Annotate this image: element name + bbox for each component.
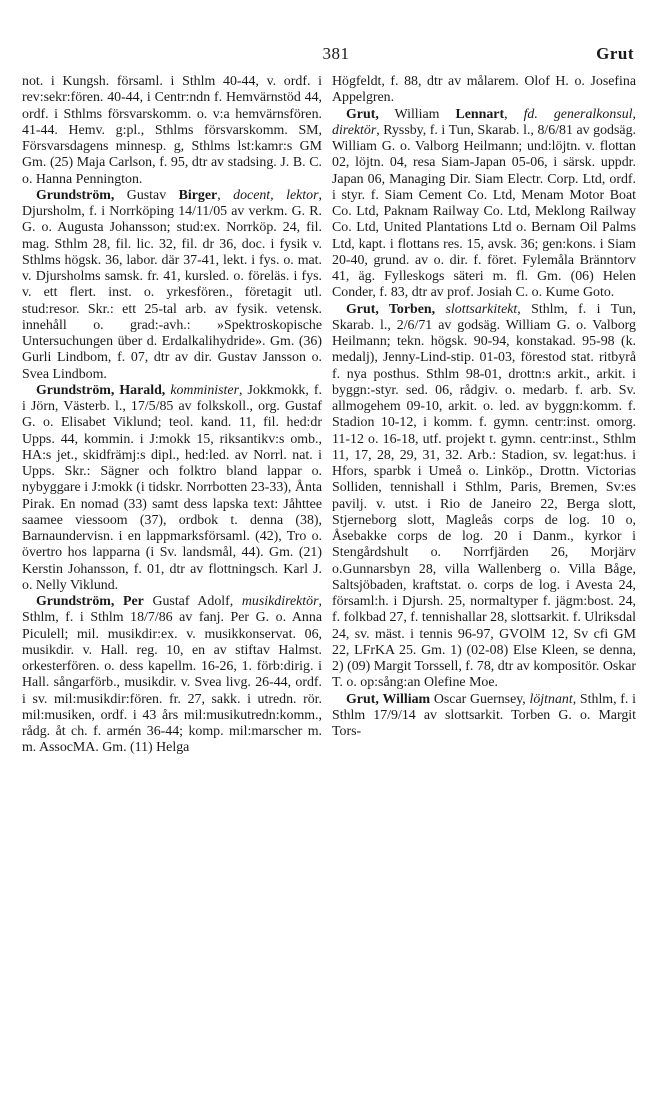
entry-grundstrom-harald: [22, 383, 322, 594]
entry-given-name: Birger: [178, 187, 218, 203]
entry-grundstrom-birger: Grundström, Gustav Birger, docent, lektor, Djursholm, f. i Norrköping 14/11/05 av verkm. G. R. G. o. Augusta Johansson; stud:ex. Norrköp. 24, fil. mag. Sthlm 28, fil. lic. 32, fil. dr 36, doc. i fysik v. Sthlms högsk. 36, labor. där 37-41, lekt. i fys. o. mat. v. Djursholms samsk. fr. 41, kursled. o. föreläs. i fys. v. ett flert. inst. o. yrkesfören., företagit utl. stud:resor. Skr.: ett 25-tal arb. av fysik. vetensk. innehåll o. grad:-avh.: »Spektroskopische Untersuchungen über d. Erdalkalihydride». Gm. (36) Gurli Lindbom, f. 07, dtr av dir. Gustav Jansson o. Svea Lindbom.: [22, 187, 322, 382]
entry-given-name: William: [382, 691, 431, 707]
entry-text: , Jokkmokk, f. i Jörn, Västerb. l., 17/5/85 av folkskoll., org. Gustaf G. o. Elisabet Viklund; teol. kand. 11, fil. hed:dr Upps. 44, kommin. i J:mokk 15, riksantikv:s omb., HA:s jet., skidfrämj:s dipl., hed:led. av Norrl. nat. i Upps. Skr.: Sägner och folktro bland lappar o. nybyggare i J:mokk (i tidskr. Norrbotten 23-33), Ånta Pirak. En nomad (33) samt dess lapska text: Jåhttee saamee viessoom (37), ordbok t. denna (38), Barnaundervisn. i en lappmarksförsaml. (42), Tro o. övertro hos lapparna (i Sv. landsmål, 44). Gm. (21) Kerstin Johansson, f. 01, dtr av flottningsch. Karl J. o. Nelly Viklund.: [22, 382, 322, 593]
entry-title: musikdirektör: [241, 594, 319, 609]
entry-title: slottsarkitekt: [445, 301, 518, 317]
entry-text: , Sthlm, f. i Sthlm 17/9/14 av slottsarkit. Torben G. o. Margit Tors-: [332, 691, 636, 739]
right-column: [332, 74, 636, 740]
entry-text: , Sthlm, f. i Tun, Skarab. l., 2/6/71 av godsäg. William G. o. Valborg Heilmann; tekn. högsk. 90-94, konstakad. 95-98 (k. medalj), Jenny-Lind-stip. 01-03, förestod stat. ritbyrå f. nya posthus. Sthlm 98-01, drottn:s arkit., arkit. i byggn:-styr. sed. 06, rådgiv. o. medarb. f. arb. Sv. allmogehem 09-10, arkit. o. led. av byggn:komm. f. Stadion 10-12, i komm. f. gymn. centr:inst. omorg. 11-12 o. 16-18, utf. projekt t. gymn. centr:inst., Sthlm 11, 17, 28, 29, 31, 32. Arb.: Stadion, sv. legat:hus. i Hfors, sparbk i Umeå o. Linköp., Drottn. Victorias Solliden, tennishall i Sthlm, Paris, Bremen, Sv:es pavilj. v. utst. i Rio de Janeiro 22, Berga slott, Stjerneborg slott, Magleås corps de log. 10 o, Åsebakke corps de log. 20 i Danm., kyrkor i Stengårdshult o. Norrfjärden 26, Morjärv o.Gunnarsbyn 28, villa Wallenberg o. Villa Båge, Saltsjöbaden, kraftstat. o. corps de log. i Avesta 24, församl:h. i Djursh. 25, normaltyper f. jägm:bost. 24, f. folkbad 27, f. tennishallar 28, slottsarkit. f. Ulriksdal 24, sv. mäst. i tennis 96-97, GVOlM 12, Sv cfi GM 22, LFrKA 25. Gm. 1) (02-08) Else Kleen, se denna, 2) (09) Margit Torssell, f. 78, dtr av kompositör. Oskar T. o. op:sång:an Olefine Moe.: [332, 301, 636, 691]
entry-surname: Grut, Torben,: [346, 301, 436, 317]
entry-text: , Ryssby, f. i Tun, Skarab. l., 8/6/81 av godsäg. William G. o. Valborg Heilmann; und:löjtn. v. flottan 02, löjtn. 04, resa Siam-Japan 05-06, i särsk. uppdr. Japan 06, Managing Dir. Siam Electr. Corp. Ltd, ordf. i styr. f. Siam Cement Co. Ltd, Menam Motor Boat Co. Ltd, Paknam Railway Co. Ltd, Meklong Railway Co. Ltd, United Plantations Ltd o. Bernam Oil Palms Ltd, kapt. i flottans res. 15, avsk. 36; gen:kons. i Siam 20-40, grund. av o. dir. f. föret. Fylemåla Bränntorv 41, äg. Fylleskogs säteri m. fl. Gm. (06) Helen Conder, f. 83, dtr av prof. Josiah C. o. Kume Goto.: [332, 122, 636, 301]
entry-surname: Grundström, Harald,: [36, 382, 166, 398]
entry-title: komminister: [170, 382, 239, 398]
entry-surname: Grundström,: [36, 187, 115, 203]
entry-grut-torben: [332, 302, 636, 692]
entry-grut-lennart: Grut, William Lennart, fd. generalkonsul, direktör, Ryssby, f. i Tun, Skarab. l., 8/6/81 av godsäg. William G. o. Valborg Heilmann; und:löjtn. v. flottan 02, löjtn. 04, resa Siam-Japan 05-06, i särsk. uppdr. Japan 06, Managing Dir. Siam Electr. Corp. Ltd, ordf. i styr. f. Siam Cement Co. Ltd, Menam Motor Boat Co. Ltd, Paknam Railway Co. Ltd, Meklong Railway Co. Ltd, United Plantations Ltd o. Bernam Oil Palms Ltd, kapt. i flottans res. 15, avsk. 36; gen:kons. i Siam 20-40, grund. av o. dir. f. föret. Fylemåla Bränntorv 41, äg. Fylleskogs säteri m. fl. Gm. (06) Helen Conder, f. 83, dtr av prof. Josiah C. o. Kume Goto.: [332, 106, 637, 301]
page-number: 381: [322, 44, 350, 63]
entry-text: , Sthlm, f. i Sthlm 18/7/86 av fanj. Per G. o. Anna Piculell; mil. musikdir:ex. v. musikkonservat. 06, musikdir. v. Hall. reg. 10, en av stiftav Halmst. orkesterfören. o. dess kapellm. 16-26, 1. förb:dirig. i Hall. sångarförb., musikdir. v. Svea livg. 26-44, ordf. i sv. mil:musikdir:fören. fr. 27, sakk. i utredn. rör. mil:musiken, ordf. i 43 års mil:musikutredn:komm., rådg. åt ch. f. armén 36-44; komp. mil:marscher m. m. AssocMA. Gm. (11) Helga: [22, 594, 322, 756]
entry-title: löjtnant: [529, 691, 573, 707]
left-column: [22, 74, 322, 757]
entry-surname: Grundström,: [36, 594, 115, 609]
entry-title: docent, lektor: [233, 187, 319, 203]
entry-given-name: Per: [122, 594, 144, 609]
entry-continuation: not. i Kungsh. församl. i Sthlm 40-44, v. ordf. i rev:sekr:fören. 40-44, i Centr:ndn f. Hemvärnstöd 44, ordf. i Sthlms försvarskomm. o. v:a hemvärnsfören. 41-44. Hemv. g:pl., Sthlms försvarskomm. SM, Försvarsdagens minnesp. g, Sthlms lst:kamr:s GM Gm. (25) Maja Carlson, f. 95, dtr av stadsing. J. B. C. o. Hanna Pennington.: [22, 74, 322, 187]
entry-surname: Grut,: [346, 106, 379, 122]
entry-given-name: Lennart: [455, 106, 505, 122]
entry-continuation: Högfeldt, f. 88, dtr av målarem. Olof H. o. Josefina Appelgren.: [332, 74, 636, 106]
running-head: Grut: [596, 44, 634, 63]
entry-grundstrom-per: Grundström, Per Gustaf Adolf, musikdirektör, Sthlm, f. i Sthlm 18/7/86 av fanj. Per G. o. Anna Piculell; mil. musikdir:ex. v. musikkonservat. 06, musikdir. v. Hall. reg. 10, en av stiftav Halmst. orkesterfören. o. dess kapellm. 16-26, 1. förb:dirig. i Hall. sångarförb., musikdir. v. Svea livg. 26-44, ordf. i sv. mil:musikdir:fören. fr. 27, sakk. i utredn. rör. mil:musiken, ordf. i 43 års mil:musikutredn:komm., rådg. åt ch. f. armén 36-44; komp. mil:marscher m. m. AssocMA. Gm. (11) Helga: [22, 594, 322, 756]
entry-grut-william: Grut, William Oscar Guernsey, löjtnant, Sthlm, f. i Sthlm 17/9/14 av slottsarkit. Torben G. o. Margit Tors-: [332, 691, 636, 739]
entry-text: , Djursholm, f. i Norrköping 14/11/05 av verkm. G. R. G. o. Augusta Johansson; stud:ex. Norrköp. 24, fil. mag. Sthlm 28, fil. lic. 32, fil. dr 36, doc. i fysik v. Sthlms högsk. 36, labor. där 37-41, lekt. i fys. o. mat. v. Djursholms samsk. fr. 41, kursled. o. föreläs. i fys. v. ett flert. inst. o. yrkesfören., företagit utl. stud:resor. Skr.: ett 25-tal arb. av fysik. vetensk. innehåll o. grad:-avh.: »Spektroskopische Untersuchungen über d. Erdalkalihydride». Gm. (36) Gurli Lindbom, f. 07, dtr av dir. Gustav Jansson o. Svea Lindbom.: [22, 187, 322, 382]
entry-surname: Grut,: [346, 691, 379, 707]
entry-title: fd. generalkonsul, direktör: [332, 106, 637, 138]
